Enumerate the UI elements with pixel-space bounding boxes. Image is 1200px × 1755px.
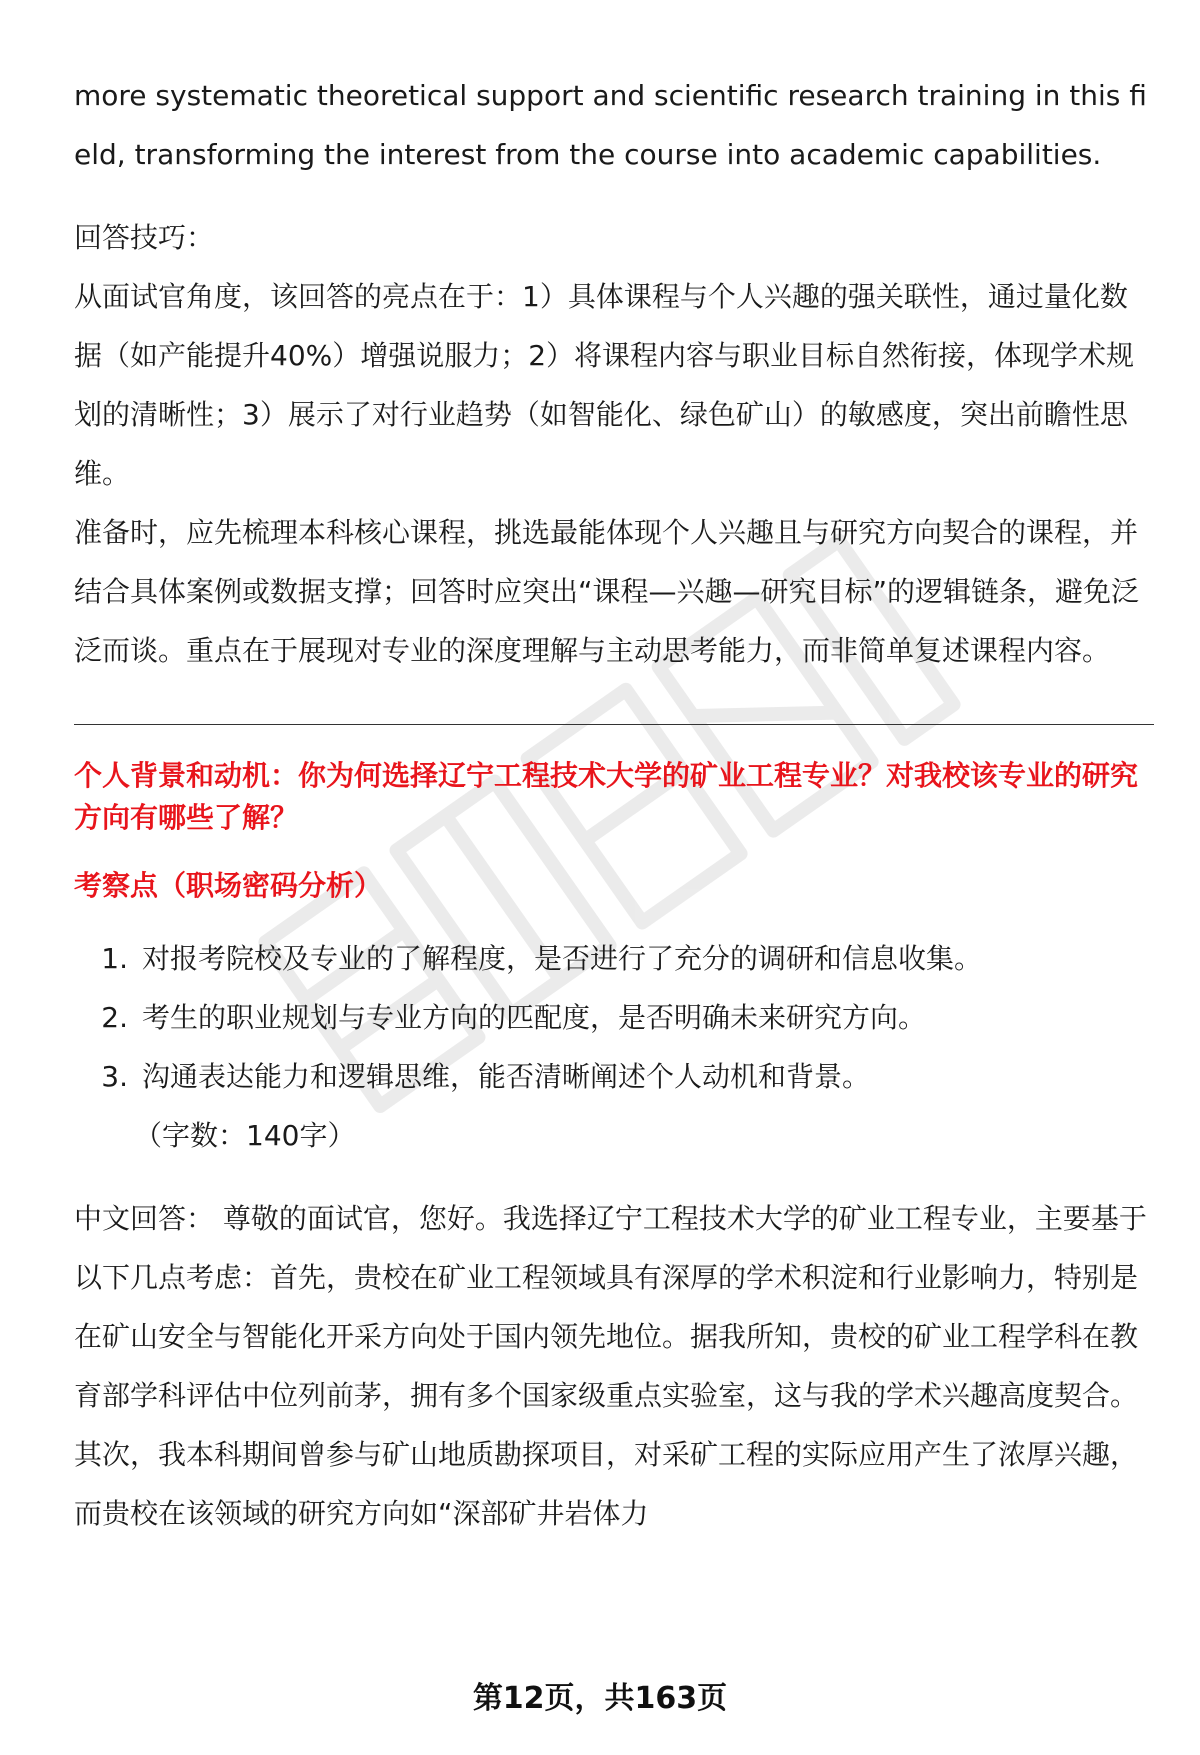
list-item-text: 考生的职业规划与专业方向的匹配度，是否明确未来研究方向。 (142, 1001, 927, 1034)
word-count: （字数：140字） (134, 1119, 356, 1152)
list-item-number: 3. (101, 1060, 128, 1093)
tips-paragraph-1: 从面试官角度，该回答的亮点在于：1）具体课程与个人兴趣的强关联性，通过量化数据（如产能提升40%）增强说服力；2）将课程内容与职业目标自然衔接，体现学术规划的清晰性；3）展示了对行业趋势（如智能化、绿色矿山）的敏感度，突出前瞻性思维。 (74, 280, 1135, 490)
list-item-text: 沟通表达能力和逻辑思维，能否清晰阐述个人动机和背景。 (142, 1060, 871, 1093)
intro-english-paragraph: more systematic theoretical support and scientific research training in this field, transforming the interest from the course into academic capabilities. (74, 79, 1147, 171)
page-number: 第12页，共163页 (472, 1681, 728, 1716)
section-divider (74, 724, 1154, 725)
focus-heading: 考察点（职场密码分析） (74, 869, 383, 902)
tips-heading: 回答技巧： (74, 221, 215, 254)
list-item-number: 1. (101, 942, 128, 975)
list-item (74, 988, 1154, 1047)
list-item-number: 2. (101, 1001, 128, 1034)
document-page (74, 66, 1154, 1543)
tips-paragraph-2: 准备时，应先梳理本科核心课程，挑选最能体现个人兴趣且与研究方向契合的课程，并结合具体案例或数据支撑；回答时应突出“课程—兴趣—研究目标”的逻辑链条，避免泛泛而谈。重点在于展现对专业的深度理解与主动思考能力，而非简单复述课程内容。 (74, 516, 1140, 667)
list-item (74, 929, 1154, 988)
question-title: 个人背景和动机：你为何选择辽宁工程技术大学的矿业工程专业？对我校该专业的研究方向有哪些了解？ (74, 759, 1139, 834)
focus-points-list (74, 929, 1154, 1106)
chinese-answer-paragraph: 中文回答： 尊敬的面试官，您好。我选择辽宁工程技术大学的矿业工程专业，主要基于以下几点考虑：首先，贵校在矿业工程领域具有深厚的学术积淀和行业影响力，特别是在矿山安全与智能化开采方向处于国内领先地位。据我所知，贵校的矿业工程学科在教育部学科评估中位列前茅，拥有多个国家级重点实验室，这与我的学术兴趣高度契合。其次，我本科期间曾参与矿山地质勘探项目，对采矿工程的实际应用产生了浓厚兴趣，而贵校在该领域的研究方向如“深部矿井岩体力 (74, 1202, 1147, 1530)
list-item (74, 1047, 1154, 1106)
list-item-text: 对报考院校及专业的了解程度，是否进行了充分的调研和信息收集。 (142, 942, 983, 975)
